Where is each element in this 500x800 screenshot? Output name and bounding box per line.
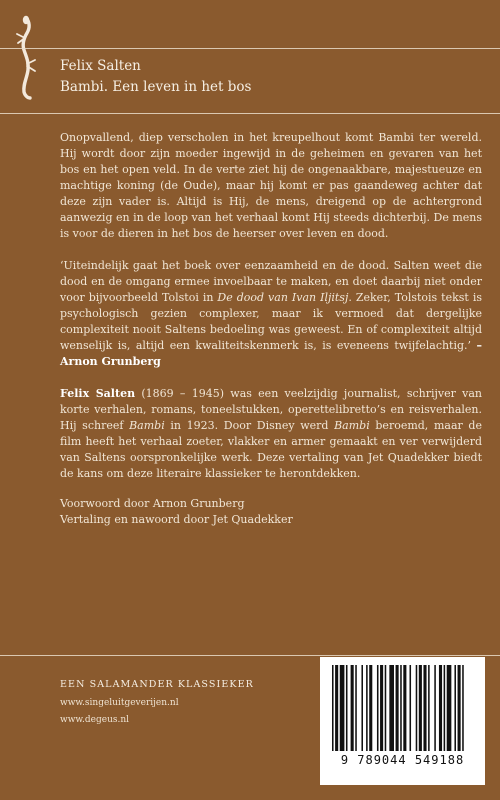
quote-author: – Arnon Grunberg	[60, 339, 482, 368]
barcode-bar	[454, 665, 456, 751]
barcode-bar	[355, 665, 357, 751]
barcode-bar	[447, 665, 452, 751]
back-cover-text	[60, 130, 482, 544]
barcode-bar	[400, 665, 402, 751]
barcode-bar	[396, 665, 399, 751]
barcode-bar	[428, 665, 430, 751]
barcode-bar	[369, 665, 372, 751]
bio-author-name: Felix Salten	[60, 387, 136, 400]
barcode-bar	[458, 665, 461, 751]
publisher-url-2: www.degeus.nl	[60, 715, 130, 725]
barcode-bar	[462, 665, 464, 751]
barcode-bar	[361, 665, 363, 751]
barcode-bar	[385, 665, 387, 751]
barcode-bar	[380, 665, 383, 751]
quote-paragraph: ‘Uiteindelijk gaat het boek over eenzaamheid en de dood. Salten weet die dood en de omgang ermee invoelbaar te maken, en doet daarbij niet onder voor bijvoorbeeld Tolstoi in De dood van Ivan Iljitsj. Zeker, Tolstois tekst is psychologisch gezien complexer, maar ik vermoed dat dergelijke complexiteit nooit Saltens bedoeling was geweest. En of complexiteit altijd wenselijk is, altijd een kwaliteitskenmerk is, is eveneens twijfelachtig.’ – Arnon Grunberg	[60, 259, 482, 368]
barcode-bar	[419, 665, 422, 751]
barcode	[320, 657, 485, 785]
isbn-number: 9 789044 549188	[340, 753, 465, 767]
salamander-icon	[8, 14, 44, 100]
header-rule	[0, 113, 500, 114]
series-label: EEN SALAMANDER KLASSIEKER	[60, 679, 254, 690]
book-title: Bambi. Een leven in het bos	[60, 79, 252, 95]
barcode-bar	[410, 665, 412, 751]
barcode-bar	[351, 665, 354, 751]
barcode-bar	[423, 665, 426, 751]
barcode-bar	[346, 665, 348, 751]
barcode-bar	[439, 665, 442, 751]
credits	[60, 496, 482, 528]
barcode-bar	[340, 665, 345, 751]
barcode-bar	[366, 665, 368, 751]
barcode-bar	[416, 665, 418, 751]
credit-foreword: Voorwoord door Arnon Grunberg	[60, 497, 245, 510]
footer-rule	[0, 655, 500, 656]
barcode-bar	[444, 665, 446, 751]
synopsis-paragraph: Onopvallend, diep verscholen in het kreupelhout komt Bambi ter wereld. Hij wordt door zijn moeder ingewijd in de geheimen en gevaren van het bos en het open veld. In de verte ziet hij de ongenaakbare, majestueuze en machtige koning (de Oude), maar hij komt er pas gaandeweg achter dat deze zijn vader is. Altijd is Hij, de mens, dreigend op de achtergrond aanwezig en in de loop van het verhaal komt Hij steeds dichterbij. De mens is voor de dieren in het bos de heerser over leven en dood.	[60, 131, 482, 240]
barcode-bar	[434, 665, 436, 751]
barcode-bar	[335, 665, 338, 751]
barcode-bar	[403, 665, 406, 751]
barcode-bar	[332, 665, 334, 751]
barcode-bar	[389, 665, 394, 751]
publisher-url-1: www.singeluitgeverijen.nl	[60, 698, 179, 708]
author-name: Felix Salten	[60, 58, 141, 74]
credit-translation: Vertaling en nawoord door Jet Quadekker	[60, 513, 293, 526]
barcode-bars	[332, 665, 473, 751]
book-header	[60, 56, 251, 98]
quoted-book-title: De dood van Ivan Iljitsj	[217, 291, 349, 304]
top-rule	[0, 48, 500, 49]
barcode-bar	[377, 665, 379, 751]
bio-paragraph: Felix Salten (1869 – 1945) was een veelzijdig journalist, schrijver van korte verhalen, romans, toneelstukken, operettelibretto’s en reisverhalen. Hij schreef Bambi in 1923. Door Disney werd Bambi beroemd, maar de film heeft het verhaal zoeter, vlakker en armer gemaakt en ver verwijderd van Saltens oorspronkelijke werk. Deze vertaling van Jet Quadekker biedt de kans om deze literaire klassieker te herontdekken.	[60, 387, 483, 480]
